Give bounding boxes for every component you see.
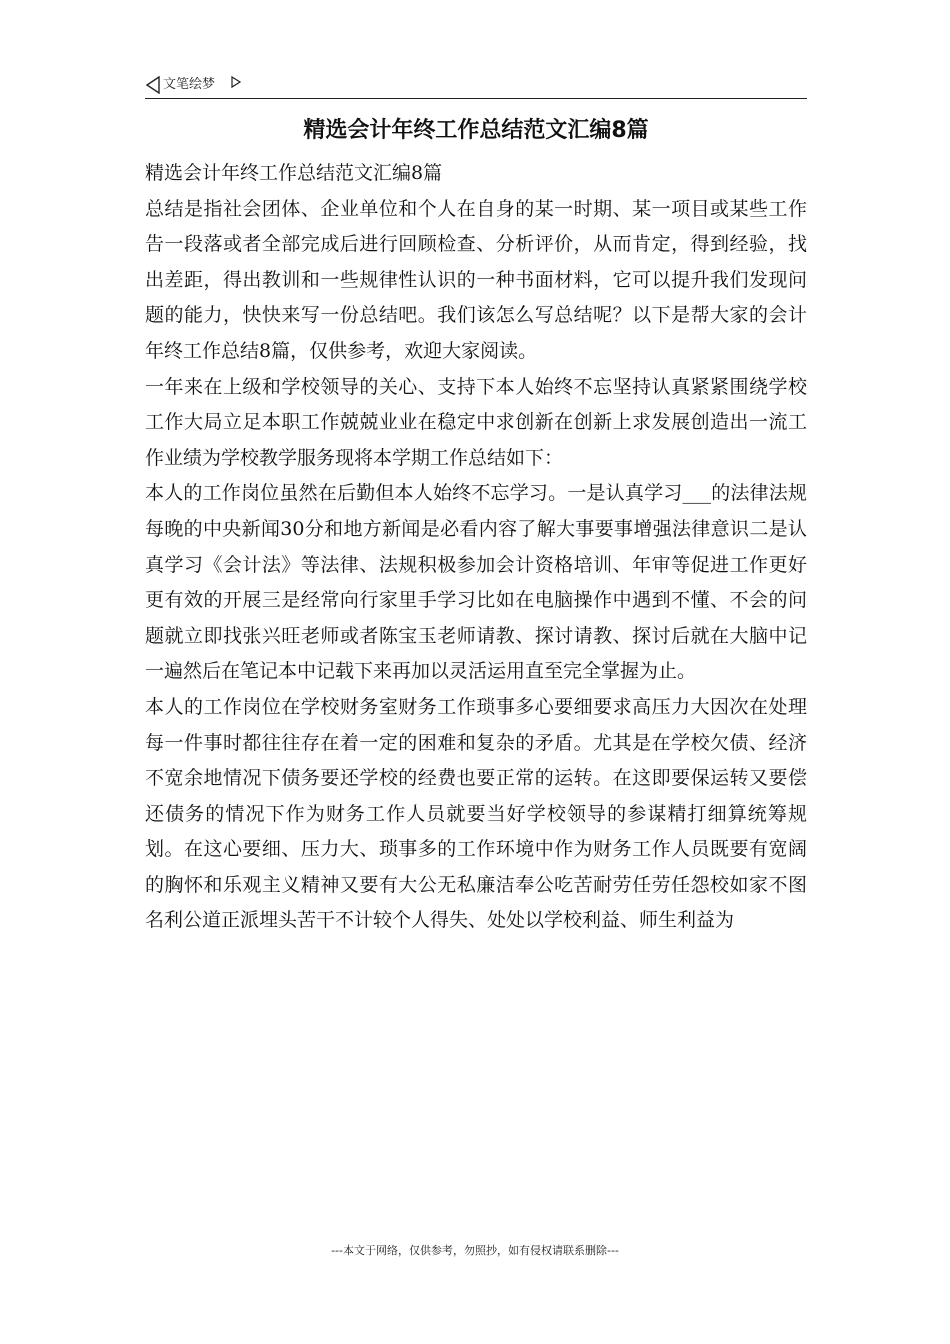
triangle-left-outline-icon [145, 76, 161, 94]
triangle-right-outline-icon [230, 75, 242, 89]
paragraph-study: 本人的工作岗位虽然在后勤但本人始终不忘学习。一是认真学习___的法律法规每晚的中央新闻30分和地方新闻是必看内容了解大事要事增强法律意识二是认真学习《会计法》等法律、法规积极参加会计资格培训、年审等促进工作更好更有效的开展三是经常向行家里手学习比如在电脑操作中遇到不懂、不会的问题就立即找张兴旺老师或者陈宝玉老师请教、探讨请教、探讨后就在大脑中记一遍然后在笔记本中记载下来再加以灵活运用直至完全掌握为止。 [145, 482, 807, 683]
paragraph-subtitle: 精选会计年终工作总结范文汇编8篇 [145, 162, 443, 184]
page-footer-disclaimer: ---本文于网络，仅供参考，勿照抄，如有侵权请联系删除--- [331, 1244, 619, 1257]
document-title: 精选会计年终工作总结范文汇编8篇 [303, 118, 649, 143]
paragraph-overview: 一年来在上级和学校领导的关心、支持下本人始终不忘坚持认真紧紧围绕学校工作大局立足本职工作兢兢业业在稳定中求创新在创新上求发展创造出一流工作业绩为学校教学服务现将本学期工作总结如下： [145, 375, 807, 469]
page-header [145, 74, 807, 99]
paragraph-duties: 本人的工作岗位在学校财务室财务工作琐事多心要细要求高压力大因次在处理每一件事时都往往存在着一定的困难和复杂的矛盾。尤其是在学校欠债、经济不宽余地情况下债务要还学校的经费也要正常的运转。在这即要保运转又要偿还债务的情况下作为财务工作人员就要当好学校领导的参谋精打细算统筹规划。在这心要细、压力大、琐事多的工作环境中作为财务工作人员既要有宽阔的胸怀和乐观主义精神又要有大公无私廉洁奉公吃苦耐劳任劳任怨校如家不图名利公道正派埋头苦干不计较个人得失、处处以学校利益、师生利益为 [145, 695, 807, 932]
header-brand: 文笔绘梦 [163, 77, 216, 92]
paragraph-intro: 总结是指社会团体、企业单位和个人在自身的某一时期、某一项目或某些工作告一段落或者全部完成后进行回顾检查、分析评价，从而肯定，得到经验，找出差距，得出教训和一些规律性认识的一种书面材料，它可以提升我们发现问题的能力，快快来写一份总结吧。我们该怎么写总结呢？以下是帮大家的会计年终工作总结8篇，仅供参考，欢迎大家阅读。 [145, 197, 807, 362]
document-body [145, 156, 807, 939]
